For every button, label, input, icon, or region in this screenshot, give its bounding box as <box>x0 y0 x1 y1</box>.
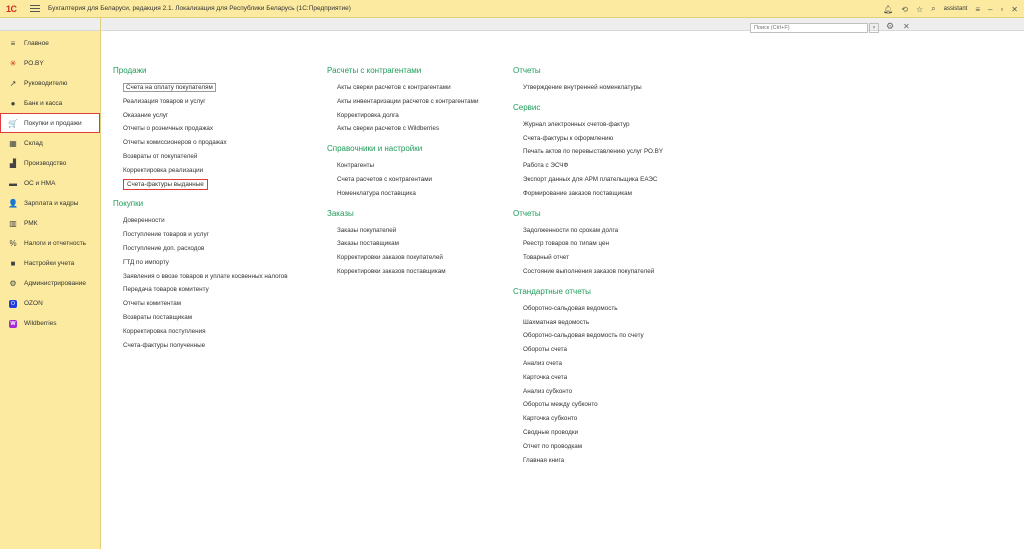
section-title-references: Справочники и настройки <box>327 144 423 154</box>
close-panel-icon[interactable]: ✕ <box>903 22 910 31</box>
link-reports2-1[interactable]: Реестр товаров по типам цен <box>523 240 609 248</box>
link-std-2[interactable]: Оборотно-сальдовая ведомость по счету <box>523 332 644 340</box>
sidebar-item-rmk[interactable]: ▥ РМК <box>9 218 38 228</box>
link-std-10[interactable]: Отчет по проводкам <box>523 442 583 450</box>
link-references-0[interactable]: Контрагенты <box>337 162 375 170</box>
bell-icon[interactable]: 🔔︎ <box>883 4 894 14</box>
sidebar-item-administration[interactable]: ⚙ Администрирование <box>9 278 86 288</box>
link-reports1-0[interactable]: Утверждение внутренней номенклатуры <box>523 84 642 91</box>
ozon-icon: O <box>9 300 17 308</box>
factory-icon: ▟ <box>9 158 17 168</box>
sidebar-item-ozon[interactable]: O OZON <box>0 293 100 313</box>
sidebar-toolbar <box>0 18 100 31</box>
link-purchases-8[interactable]: Корректировка поступления <box>123 327 206 335</box>
link-purchases-5[interactable]: Передача товаров комитенту <box>123 286 209 294</box>
column-settlements <box>327 66 479 279</box>
link-purchases-1[interactable]: Поступление товаров и услуг <box>123 231 209 239</box>
section-title-reports-1: Отчеты <box>513 66 541 75</box>
link-sales-0[interactable]: Счета на оплату покупателям <box>113 81 288 95</box>
user-name[interactable]: assistant <box>943 6 968 12</box>
link-reports2-0[interactable]: Задолженности по срокам долга <box>523 226 619 234</box>
link-std-11[interactable]: Главная книга <box>523 456 565 464</box>
wildberries-icon: W <box>10 321 16 327</box>
list-icon: ≡ <box>10 38 16 48</box>
link-settlements-0[interactable]: Акты сверки расчетов с контрагентами <box>337 84 451 91</box>
link-settlements-2[interactable]: Корректировка долга <box>337 111 399 119</box>
truck-icon: ▬ <box>9 178 17 188</box>
sidebar <box>0 18 101 549</box>
link-settlements-1[interactable]: Акты инвентаризации расчетов с контрагентами <box>337 97 479 105</box>
link-std-0[interactable]: Оборотно-сальдовая ведомость <box>523 304 618 312</box>
maximize-icon[interactable]: ▫ <box>1000 4 1004 14</box>
section-title-reports-2: Отчеты <box>513 208 541 218</box>
sidebar-item-accounting-settings[interactable]: ■ Настройки учета <box>0 253 100 273</box>
link-orders-2[interactable]: Корректировки заказов покупателей <box>337 254 443 262</box>
link-settlements-3[interactable]: Акты сверки расчетов с Wildberries <box>337 125 440 133</box>
link-service-3[interactable]: Работа с ЭСЧФ <box>523 162 569 170</box>
link-service-5[interactable]: Формирование заказов поставщикам <box>523 189 632 197</box>
link-sales-7[interactable]: Счета-фактуры выданные <box>113 178 288 192</box>
link-orders-1[interactable]: Заказы поставщикам <box>337 240 399 248</box>
person-icon: 👤 <box>8 198 18 208</box>
section-title-service: Сервис <box>513 102 541 112</box>
section-title-purchases: Покупки <box>113 199 144 209</box>
section-title-settlements: Расчеты с контрагентами <box>327 66 422 75</box>
sidebar-item-salary[interactable]: 👤 Зарплата и кадры <box>8 198 79 208</box>
sidebar-item-main[interactable]: ≡ Главное <box>0 33 100 53</box>
link-std-5[interactable]: Карточка счета <box>523 373 568 381</box>
section-title-sales: Продажи <box>113 66 147 75</box>
sidebar-item-taxes[interactable]: % Налоги и отчетность <box>9 238 87 248</box>
asterisk-icon: ✳ <box>9 58 17 68</box>
link-reports2-2[interactable]: Товарный отчет <box>523 254 570 262</box>
cart-icon: 🛒 <box>8 118 18 128</box>
link-std-8[interactable]: Карточка субконто <box>523 415 578 423</box>
link-std-9[interactable]: Сводные проводки <box>523 428 579 436</box>
link-std-1[interactable]: Шахматная ведомость <box>523 318 590 326</box>
link-sales-4[interactable]: Отчеты комиссионеров о продажах <box>123 139 227 147</box>
link-purchases-0[interactable]: Доверенности <box>123 217 165 225</box>
sidebar-item-manager[interactable]: ↗ Руководителю <box>9 78 68 88</box>
sidebar-item-ro-by[interactable]: ✳ РО.BY <box>9 58 44 68</box>
link-sales-6[interactable]: Корректировка реализации <box>123 166 204 174</box>
link-references-1[interactable]: Счета расчетов с контрагентами <box>337 175 433 183</box>
link-sales-5[interactable]: Возвраты от покупателей <box>123 152 198 160</box>
link-purchases-6[interactable]: Отчеты комитентам <box>123 300 182 308</box>
gear-icon: ⚙ <box>9 278 17 288</box>
sidebar-item-fixed-assets[interactable]: ▬ ОС и НМА <box>9 178 56 188</box>
link-sales-3[interactable]: Отчеты о розничных продажах <box>123 125 214 133</box>
sidebar-item-wildberries[interactable]: W Wildberries <box>10 319 57 327</box>
sidebar-item-bank[interactable]: ● Банк и касса <box>0 93 100 113</box>
link-purchases-3[interactable]: ГТД по импорту <box>123 258 169 266</box>
column-reports-service <box>513 66 663 467</box>
register-icon: ▥ <box>9 218 17 228</box>
section-title-standard-reports: Стандартные отчеты <box>513 286 591 296</box>
link-service-2[interactable]: Печать актов по перевыставлению услуг РО.BY <box>523 148 664 156</box>
percent-icon: % <box>9 238 17 248</box>
link-purchases-9[interactable]: Счета-фактуры полученные <box>123 341 206 349</box>
settings-menu-icon[interactable]: ≡ <box>975 4 980 14</box>
link-purchases-4[interactable]: Заявления о ввозе товаров и уплате косвенных налогов <box>123 272 288 280</box>
link-orders-0[interactable]: Заказы покупателей <box>337 226 397 234</box>
sidebar-item-purchases-sales[interactable]: 🛒 Покупки и продажи <box>0 113 100 133</box>
coin-icon: ● <box>10 98 16 108</box>
link-service-0[interactable]: Журнал электронных счетов-фактур <box>523 120 630 128</box>
app-title: Бухгалтерия для Беларуси, редакция 2.1. Локализация для Республики Беларусь (1С:Предприятие) <box>48 5 351 12</box>
title-bar <box>0 0 1024 18</box>
search-clear-button[interactable]: × <box>869 23 879 33</box>
history-icon[interactable]: ⟲ <box>901 4 908 14</box>
sidebar-item-production[interactable]: ▟ Производство <box>9 158 67 168</box>
trend-icon: ↗ <box>9 78 17 88</box>
settings-gear-icon[interactable]: ⚙ <box>886 21 895 31</box>
link-sales-1[interactable]: Реализация товаров и услуг <box>123 97 206 105</box>
title-bar-controls <box>883 0 1018 18</box>
search-input[interactable] <box>750 23 868 33</box>
link-service-1[interactable]: Счета-фактуры к оформлению <box>523 134 614 142</box>
search-icon[interactable]: ⌕ <box>931 4 936 13</box>
section-title-orders: Заказы <box>327 208 354 218</box>
link-reports2-3[interactable]: Состояние выполнения заказов покупателей <box>523 267 655 275</box>
sidebar-menu <box>0 31 100 333</box>
warehouse-icon: ▦ <box>9 138 17 148</box>
link-sales-2[interactable]: Оказание услуг <box>123 111 169 119</box>
logo-1c: 1С <box>6 3 17 14</box>
book-icon: ■ <box>10 258 16 268</box>
link-std-6[interactable]: Анализ субконто <box>523 387 573 395</box>
link-std-4[interactable]: Анализ счета <box>523 359 562 367</box>
menu-hamburger-icon[interactable] <box>30 5 40 12</box>
link-std-3[interactable]: Обороты счета <box>523 346 567 354</box>
link-references-2[interactable]: Номенклатура поставщика <box>337 189 416 197</box>
link-service-4[interactable]: Экспорт данных для АРМ плательщика ЕАЭС <box>523 175 658 183</box>
column-sales-purchases <box>113 66 288 352</box>
link-std-7[interactable]: Обороты между субконто <box>523 401 598 409</box>
minimize-icon[interactable]: – <box>988 4 993 14</box>
link-orders-3[interactable]: Корректировки заказов поставщикам <box>337 267 446 275</box>
link-purchases-2[interactable]: Поступление доп. расходов <box>123 244 205 252</box>
star-icon[interactable]: ☆ <box>915 4 924 14</box>
close-window-icon[interactable]: ✕ <box>1011 4 1018 14</box>
link-purchases-7[interactable]: Возвраты поставщикам <box>123 313 193 321</box>
sidebar-item-warehouse[interactable]: ▦ Склад <box>9 138 43 148</box>
